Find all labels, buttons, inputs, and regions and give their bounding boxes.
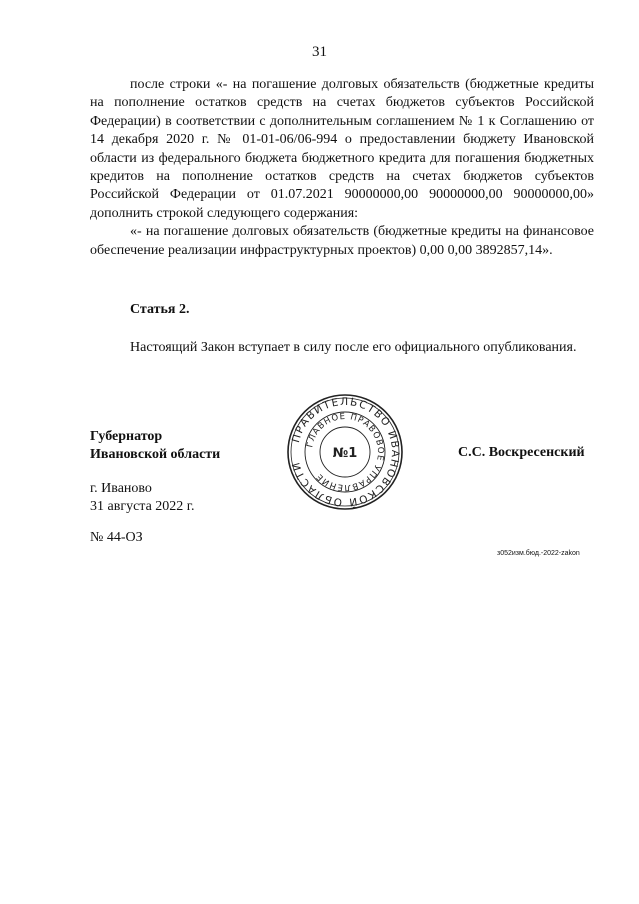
- place-city: г. Иваново: [90, 481, 152, 496]
- place-and-date: [90, 480, 194, 516]
- amendment-paragraph-2: «- на погашение долговых обязательств (бюджетные кредиты на финансовое обеспечение реализации инфраструктурных проектов) 0,00 0,00 3892857,14».: [90, 224, 594, 258]
- official-seal: [286, 393, 404, 511]
- signatory-title-line-2: Ивановской области: [90, 447, 221, 462]
- page-number: 31: [312, 44, 327, 60]
- file-reference: з052изм.бюд.-2022-zakon: [497, 550, 580, 557]
- seal-center-text: №1: [332, 446, 358, 461]
- seal-inner-text: ГЛАВНОЕ ПРАВОВОЕ УПРАВЛЕНИЕ: [305, 411, 386, 493]
- article-heading: Статья 2.: [130, 302, 190, 317]
- signatory-name: С.С. Воскресенский: [458, 445, 585, 460]
- signatory-title-line-1: Губернатор: [90, 429, 163, 444]
- law-number: № 44-ОЗ: [90, 530, 143, 545]
- seal-outer-text: ПРАВИТЕЛЬСТВО ИВАНОВСКОЙ ОБЛАСТИ: [289, 395, 402, 509]
- signatory-title: [90, 428, 220, 464]
- amendment-text: [90, 76, 594, 260]
- signing-date: 31 августа 2022 г.: [90, 499, 195, 514]
- article-text: Настоящий Закон вступает в силу после его официального опубликования.: [130, 340, 577, 355]
- amendment-paragraph-1: после строки «- на погашение долговых обязательств (бюджетные кредиты на пополнение остатков средств на счетах бюджетов субъектов Российской Федерации) в соответствии с дополнительным соглашением № 1 к Соглашению от 14 декабря 2020 г. № 01-01-06/06-994 о предоставлении бюджету Ивановской области из федерального бюджета бюджетного кредита для погашения бюджетных кредитов на пополнение остатков средств на счетах бюджетов субъектов Российской Федерации от 01.07.2021 90000000,00 90000000,00 90000000,00» дополнить строкой следующего содержания:: [90, 77, 594, 221]
